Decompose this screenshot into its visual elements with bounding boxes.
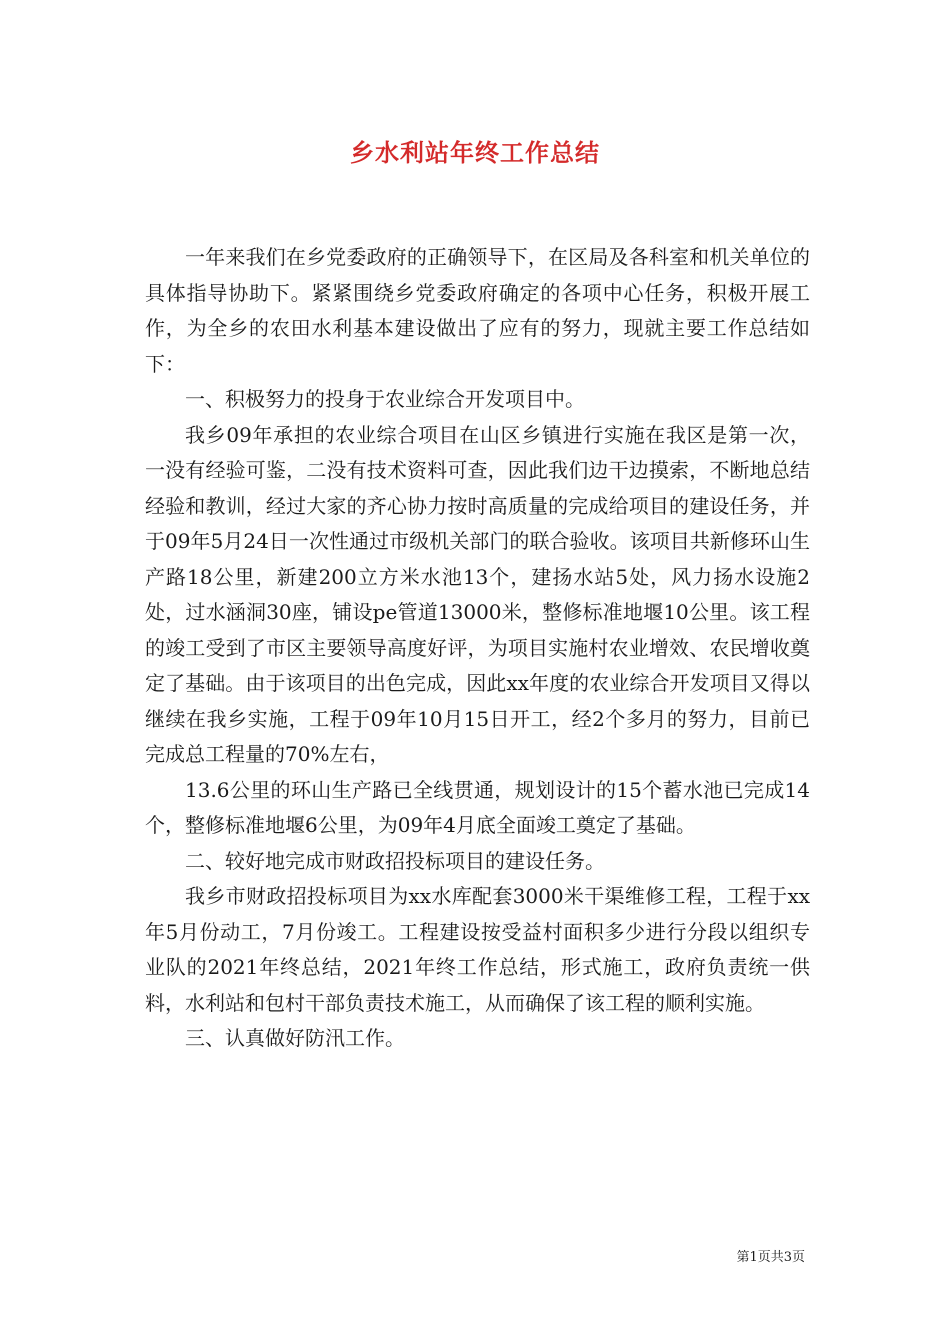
document-body [145,240,810,1057]
paragraph-section-1-body: 我乡09年承担的农业综合项目在山区乡镇进行实施在我区是第一次，一没有经验可鉴，二没有技术资料可查，因此我们边干边摸索，不断地总结经验和教训，经过大家的齐心协力按时高质量的完成给项目的建设任务，并于09年5月24日一次性通过市级机关部门的联合验收。该项目共新修环山生产路18公里，新建200立方米水池13个，建扬水站5处，风力扬水设施2处，过水涵洞30座，铺设pe管道13000米，整修标准地堰10公里。该工程的竣工受到了市区主要领导高度好评，为项目实施村农业增效、农民增收奠定了基础。由于该项目的出色完成，因此xx年度的农业综合开发项目又得以继续在我乡实施，工程于09年10月15日开工，经2个多月的努力，目前已完成总工程量的70%左右， [145,422,810,766]
heading-section-2: 二、较好地完成市财政招投标项目的建设任务。 [185,848,605,873]
page-number: 第1页共3页 [736,1250,805,1265]
paragraph-intro: 一年来我们在乡党委政府的正确领导下，在区局及各科室和机关单位的具体指导协助下。紧紧围绕乡党委政府确定的各项中心任务，积极开展工作，为全乡的农田水利基本建设做出了应有的努力，现就主要工作总结如下： [145,245,810,376]
document-title: 乡水利站年终工作总结 [350,138,600,167]
paragraph-section-1-continued: 13.6公里的环山生产路已全线贯通，规划设计的15个蓄水池已完成14个，整修标准地堰6公里，为09年4月底全面竣工奠定了基础。 [145,777,810,837]
paragraph-section-2-body: 我乡市财政招投标项目为xx水库配套3000米干渠维修工程，工程于xx年5月份动工，7月份竣工。工程建设按受益村面积多少进行分段以组织专业队的2021年终总结，2021年终工作总结，形式施工，政府负责统一供料，水利站和包村干部负责技术施工，从而确保了该工程的顺利实施。 [145,884,810,1015]
heading-section-1: 一、积极努力的投身于农业综合开发项目中。 [185,387,585,411]
heading-section-3: 三、认真做好防汛工作。 [185,1026,405,1050]
